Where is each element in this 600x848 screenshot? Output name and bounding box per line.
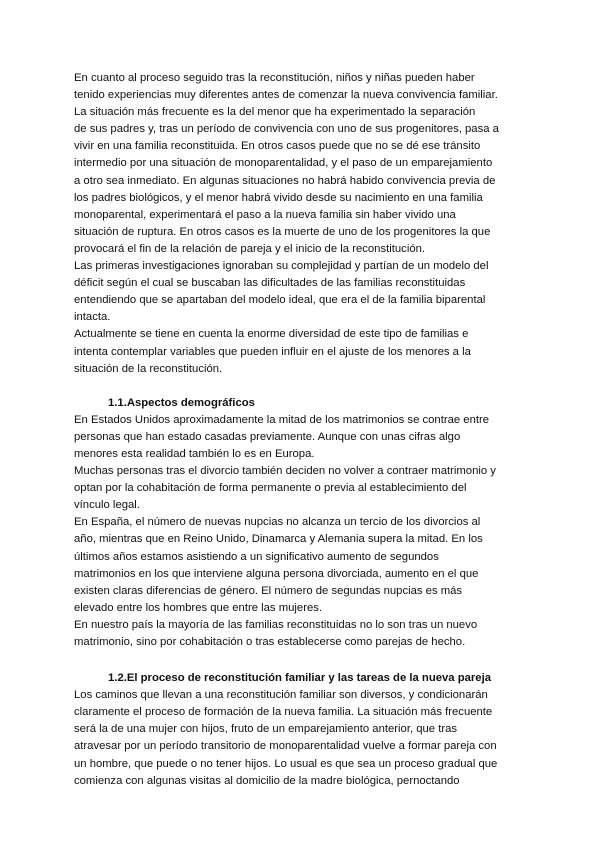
text-line: de sus padres y, tras un período de convivencia con uno de sus progenitores, pasa a	[74, 123, 499, 136]
paragraph	[74, 70, 530, 104]
text-line: La situación más frecuente es la del menor que ha experimentado la separación	[74, 106, 476, 119]
text-line: En Estados Unidos aproximadamente la mitad de los matrimonios se contrae entre	[74, 413, 490, 426]
text-line: intermedio por una situación de monoparentalidad, y el paso de un emparejamiento	[74, 157, 493, 170]
section-heading: 1.2.El proceso de reconstitución familiar y las tareas de la nueva pareja	[108, 672, 492, 685]
text-line: Muchas personas tras el divorcio también deciden no volver a contraer matrimonio y	[74, 465, 496, 478]
text-line: tenido experiencias muy diferentes antes de comenzar la nueva convivencia familiar.	[74, 89, 498, 102]
text-line: En España, el número de nuevas nupcias no alcanza un tercio de los divorcios al	[74, 516, 481, 529]
text-line: matrimonios en los que interviene alguna persona divorciada, aumento en el que	[74, 567, 479, 580]
text-line: comienza con algunas visitas al domicilio de la madre biológica, pernoctando	[74, 774, 460, 787]
paragraph	[74, 463, 530, 514]
paragraph	[74, 412, 530, 463]
paragraph	[74, 104, 530, 258]
section-demographics	[74, 395, 530, 651]
text-line: matrimonio, sino por cohabitación o tras establecerse como parejas de hecho.	[74, 636, 466, 648]
text-line: En cuanto al proceso seguido tras la reconstitución, niños y niñas pueden haber	[74, 72, 475, 84]
text-line: En nuestro país la mayoría de las familias reconstituidas no lo son tras un nuevo	[74, 618, 478, 631]
section-spacer	[74, 651, 530, 670]
text-line: año, mientras que en Reino Unido, Dinamarca y Alemania supera la mitad. En los	[74, 533, 483, 546]
text-line: un hombre, que puede o no tener hijos. Lo usual es que sea un proceso gradual que	[74, 757, 498, 770]
text-line: intenta contemplar variables que pueden influir en el ajuste de los menores a la	[74, 345, 471, 358]
paragraph	[74, 326, 530, 377]
text-line: elevado entre los hombres que entre las mujeres.	[74, 601, 323, 614]
text-line: situación de la reconstitución.	[74, 362, 223, 375]
text-line: atravesar por un período transitorio de monoparentalidad vuelve a formar pareja con	[74, 740, 497, 753]
text-line: provocará el fin de la relación de pareja y el inicio de la reconstitución.	[74, 242, 426, 255]
text-line: Los caminos que llevan a una reconstitución familiar son diversos, y condicionarán	[74, 689, 488, 702]
text-line: menores esta realidad también lo es en Europa.	[74, 447, 315, 460]
text-line: a otro sea inmediato. En algunas situaciones no habrá habido convivencia previa de	[74, 174, 496, 187]
section-spacer	[74, 378, 530, 395]
text-line: últimos años estamos asistiendo a un significativo aumento de segundos	[74, 550, 439, 563]
section-heading: 1.1.Aspectos demográficos	[108, 396, 255, 409]
text-line: optan por la cohabitación de forma permanente o previa al establecimiento del	[74, 482, 467, 495]
document-body	[74, 70, 530, 790]
text-line: vivir en una familia reconstituida. En otros casos puede que no se dé ese tránsito	[74, 140, 481, 153]
paragraph	[74, 687, 530, 790]
text-line: déficit según el cual se buscaban las dificultades de las familias reconstituidas	[74, 277, 466, 290]
text-line: intacta.	[74, 311, 111, 324]
text-line: claramente el proceso de formación de la nueva familia. La situación más frecuente	[74, 706, 493, 719]
text-line: personas que han estado casadas previamente. Aunque con unas cifras algo	[74, 430, 461, 443]
text-line: Actualmente se tiene en cuenta la enorme diversidad de este tipo de familias e	[74, 328, 469, 341]
text-line: será la de una mujer con hijos, fruto de un emparejamiento anterior, que tras	[74, 723, 458, 736]
section-reconstitution-process	[74, 670, 530, 790]
intro-section	[74, 70, 530, 378]
paragraph	[74, 514, 530, 617]
paragraph	[74, 617, 530, 651]
text-line: entendiendo que se apartaban del modelo ideal, que era el de la familia biparental	[74, 294, 486, 307]
text-line: situación de ruptura. En otros casos es la muerte de uno de los progenitores la que	[74, 225, 491, 238]
text-line: vínculo legal.	[74, 499, 140, 512]
text-line: existen claras diferencias de género. El número de segundas nupcias es más	[74, 584, 463, 597]
paragraph	[74, 258, 530, 326]
text-line: monoparental, experimentará el paso a la nueva familia sin haber vivido una	[74, 208, 456, 221]
text-line: Las primeras investigaciones ignoraban su complejidad y partían de un modelo del	[74, 260, 489, 273]
text-line: los padres biológicos, y el menor habrá vivido desde su nacimiento en una familia	[74, 191, 483, 204]
